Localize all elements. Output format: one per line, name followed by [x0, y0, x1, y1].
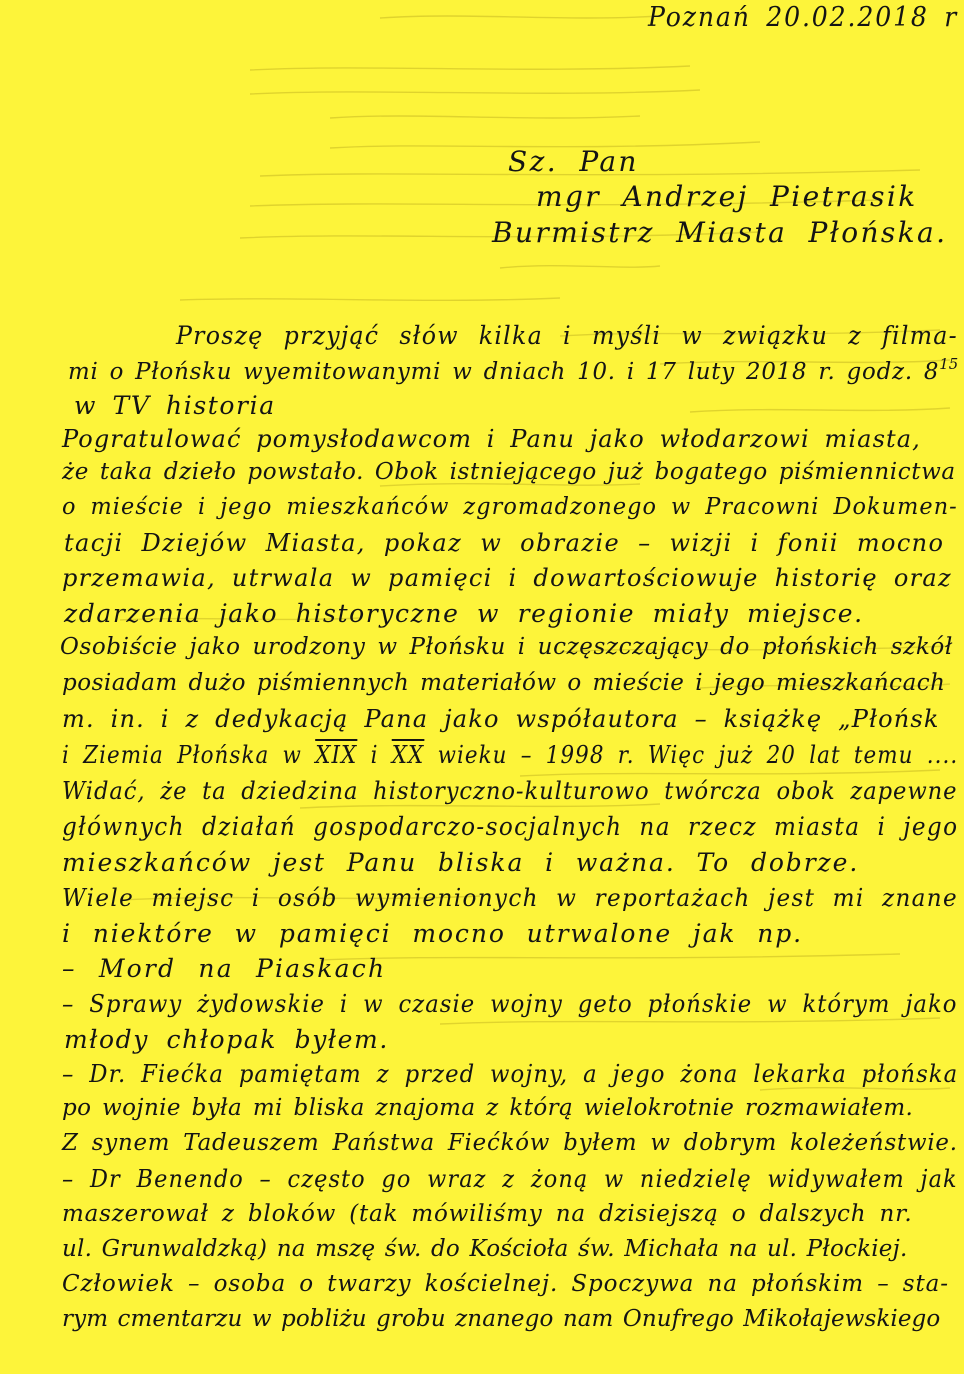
body-line-9: zdarzenia jako historyczne w regionie miały miejsce. — [64, 599, 864, 628]
body-line-5: że taka dzieło powstało. Obok istniejącego już bogatego piśmiennictwa — [62, 459, 956, 485]
body-line-16: mieszkańców jest Panu bliska i ważna. To dobrze. — [62, 848, 860, 877]
body-line-27: ul. Grunwaldzką) na mszę św. do Kościoła św. Michała na ul. Płockiej. — [62, 1236, 908, 1262]
body-line-28: Człowiek – osoba o twarzy kościelnej. Spoczywa na płońskim – sta- — [62, 1271, 949, 1297]
body-line-12: m. in. i z dedykacją Pana jako współautora – książkę „Płońsk — [62, 705, 940, 733]
broadcast-time-minutes: 15 — [939, 355, 959, 373]
body-line-21: młody chłopak byłem. — [64, 1025, 389, 1054]
body-line-4: Pogratulować pomysłodawcom i Panu jako włodarzowi miasta, — [62, 425, 921, 453]
century-xx: $\overline{XX}$ — [391, 741, 425, 769]
body-line-22: – Dr. Fiećka pamiętam z przed wojny, a jego żona lekarka płońska — [62, 1060, 959, 1088]
body-line-13 — [62, 743, 958, 767]
body-line-2 — [68, 357, 958, 384]
body-line-13-b: i — [357, 741, 392, 769]
body-line-24: Z synem Tadeuszem Państwa Fiećków byłem w dobrym koleżeństwie. — [62, 1130, 958, 1156]
body-line-17: Wiele miejsc i osób wymienionych w reportażach jest mi znane — [62, 884, 959, 912]
body-line-6: o mieście i jego mieszkańców zgromadzonego w Pracowni Dokumen- — [62, 494, 958, 520]
body-line-10: Osobiście jako urodzony w Płońsku i uczęszczający do płońskich szkół — [60, 634, 953, 660]
body-line-18: i niektóre w pamięci mocno utrwalone jak np. — [62, 919, 804, 948]
body-line-15: głównych działań gospodarczo-socjalnych na rzecz miasta i jego — [62, 812, 959, 841]
recipient-salutation: Sz. Pan — [508, 145, 639, 178]
body-line-11: posiadam dużo piśmiennych materiałów o mieście i jego mieszkańcach — [62, 670, 946, 696]
body-line-13-a: i Ziemia Płońska w — [62, 741, 316, 769]
recipient-title: Burmistrz Miasta Płońska. — [492, 216, 948, 249]
body-line-8: przemawia, utrwala w pamięci i dowartościowuje historię oraz — [62, 564, 952, 592]
body-line-19: – Mord na Piaskach — [62, 954, 387, 983]
body-line-20: – Sprawy żydowskie i w czasie wojny geto płońskie w którym jako — [62, 990, 958, 1018]
body-line-1: Proszę przyjąć słów kilka i myśli w związku z filma- — [176, 321, 958, 350]
letter-date: Poznań 20.02.2018 r — [648, 2, 959, 33]
body-line-3: w TV historia — [74, 391, 276, 420]
body-line-2-text: mi o Płońsku wyemitowanymi w dniach 10. i 17 luty 2018 r. godz. 8 — [68, 359, 940, 385]
body-line-7: tacji Dziejów Miasta, pokaz w obrazie – wizji i fonii mocno — [64, 529, 945, 557]
body-line-25: – Dr Benendo – często go wraz z żoną w niedzielę widywałem jak — [62, 1165, 958, 1193]
century-xix: $\overline{XIX}$ — [315, 741, 358, 769]
body-line-26: maszerował z bloków (tak mówiliśmy na dzisiejszą o dalszych nr. — [62, 1201, 913, 1227]
recipient-name: mgr Andrzej Pietrasik — [536, 180, 918, 213]
body-line-14: Widać, że ta dziedzina historyczno-kulturowo twórcza obok zapewne — [62, 777, 958, 805]
body-line-23: po wojnie była mi bliska znajoma z którą wielokrotnie rozmawiałem. — [62, 1095, 914, 1121]
body-line-29: rym cmentarzu w pobliżu grobu znanego nam Onufrego Mikołajewskiego — [62, 1306, 941, 1332]
body-line-13-c: wieku – 1998 r. Więc już 20 lat temu .... — [424, 741, 959, 769]
